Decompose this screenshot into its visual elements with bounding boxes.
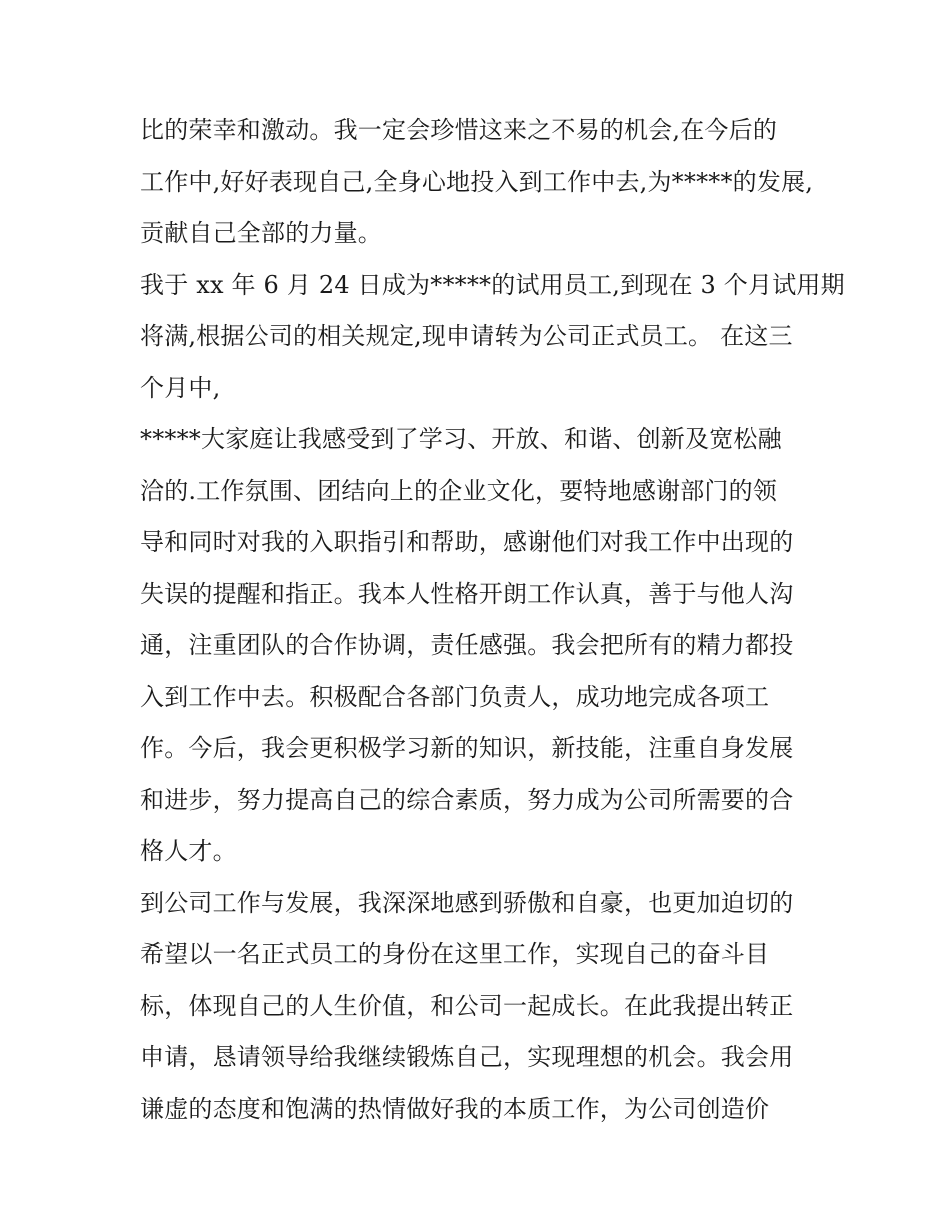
- text-line: 格人才。: [140, 837, 237, 865]
- text-line: 到公司工作与发展，我深深地感到骄傲和自豪，也更加迫切的: [140, 888, 794, 917]
- text-line: 标，体现自己的人生价值，和公司一起成长。在此我提出转正: [140, 991, 794, 1020]
- text-line: 贡献自己全部的力量。: [140, 219, 382, 247]
- text-line: 我于 xx 年 6 月 24 日成为*****的试用员工,到现在 3 个月试用期: [140, 270, 845, 299]
- text-line: 通，注重团队的合作协调，责任感强。我会把所有的精力都投: [140, 631, 794, 659]
- text-line: 谦虚的态度和饱满的热情做好我的本质工作，为公司创造价: [140, 1094, 770, 1123]
- document-body: [140, 105, 845, 1135]
- text-line: 将满,根据公司的相关规定,现申请转为公司正式员工。 在这三: [140, 322, 793, 350]
- text-line: 工作中,好好表现自己,全身心地投入到工作中去,为*****的发展,: [140, 167, 814, 196]
- text-line: 失误的提醒和指正。我本人性格开朗工作认真，善于与他人沟: [140, 579, 794, 608]
- text-line: 入到工作中去。积极配合各部门负责人，成功地完成各项工: [140, 682, 770, 711]
- text-line: 导和同时对我的入职指引和帮助，感谢他们对我工作中出现的: [140, 528, 794, 556]
- text-line: 洽的.工作氛围、团结向上的企业文化，要特地感谢部门的领: [140, 476, 778, 505]
- text-line: 申请，恳请领导给我继续锻炼自己，实现理想的机会。我会用: [140, 1043, 794, 1071]
- text-line: 个月中,: [140, 373, 221, 402]
- text-line: 希望以一名正式员工的身份在这里工作，实现自己的奋斗目: [140, 940, 770, 968]
- text-line: *****大家庭让我感受到了学习、开放、和谐、创新及宽松融: [140, 425, 782, 453]
- text-line: 和进步，努力提高自己的综合素质，努力成为公司所需要的合: [140, 785, 794, 814]
- text-line: 比的荣幸和激动。我一定会珍惜这来之不易的机会,在今后的: [140, 116, 778, 144]
- text-line: 作。今后，我会更积极学习新的知识，新技能，注重自身发展: [140, 734, 794, 762]
